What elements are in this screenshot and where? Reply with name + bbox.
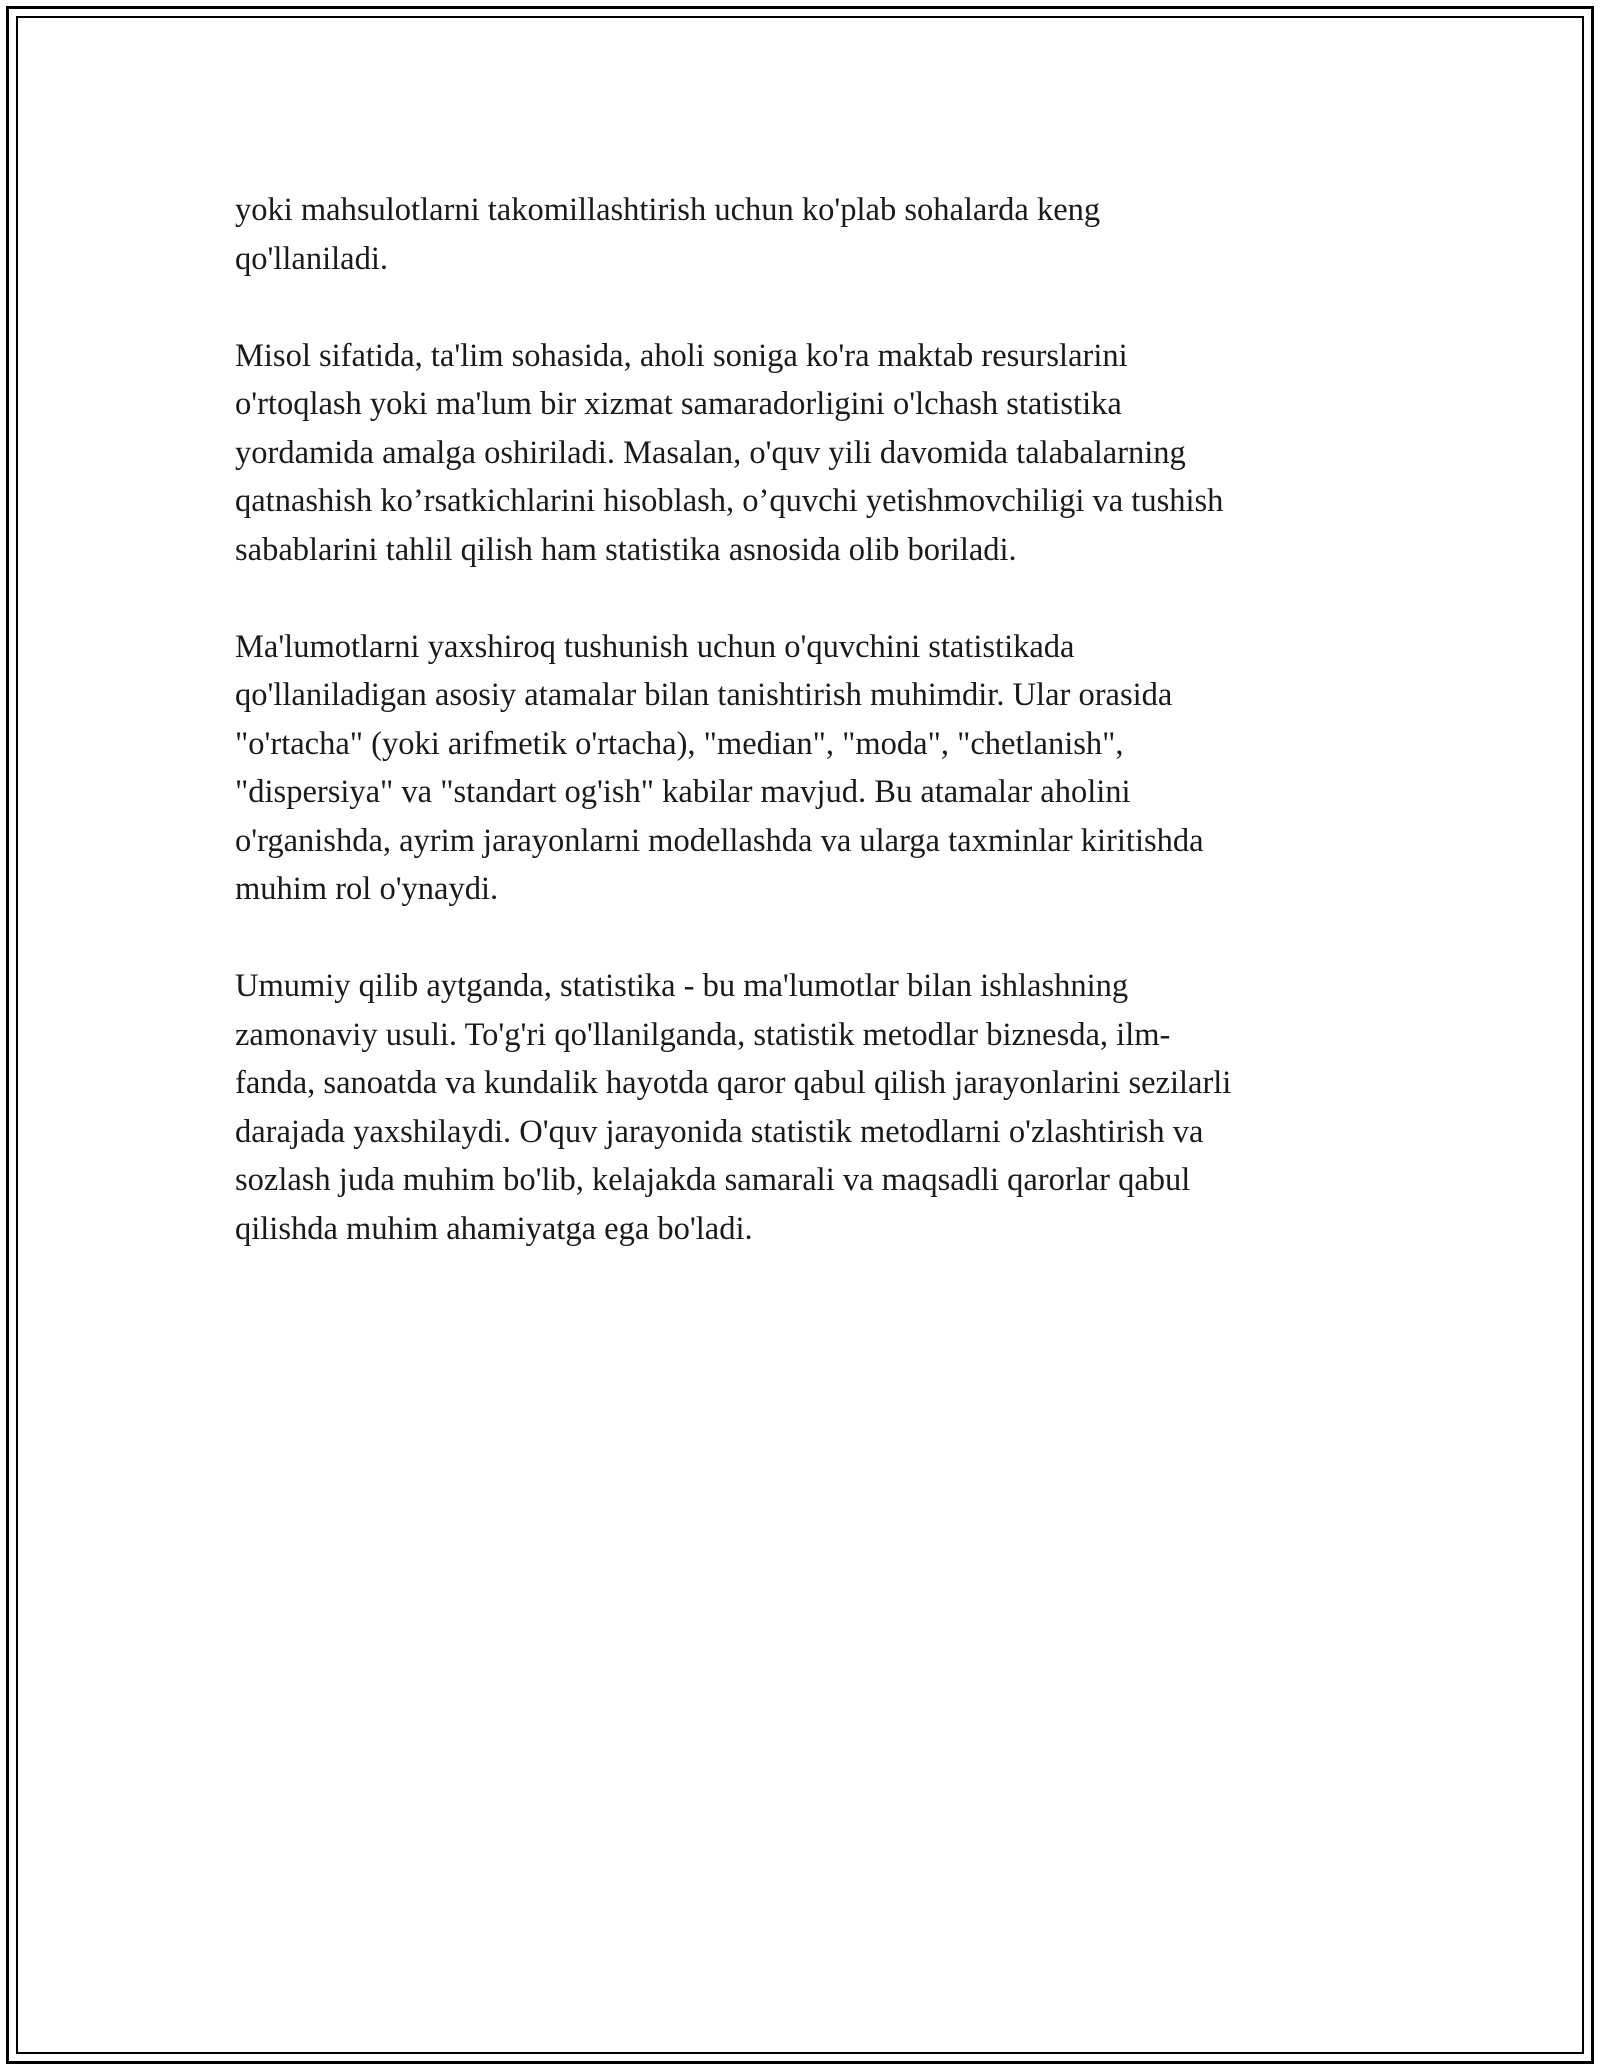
paragraph-2: Misol sifatida, ta'lim sohasida, aholi soniga ko'ra maktab resurslarini o'rtoqlash yoki ma'lum bir xizmat samaradorligini o'lchash statistika yordamida amalga oshiriladi. Masalan, o'quv yili davomida talabalarning qatnashish ko’rsatkichlarini hisoblash, o’quvchi yetishmovchiligi va tushish sabablarini tahlil qilish ham statistika asnosida olib boriladi. bbox=[235, 337, 1224, 568]
paragraph-1: yoki mahsulotlarni takomillashtirish uchun ko'plab sohalarda keng qo'llaniladi. bbox=[235, 192, 1101, 277]
paragraph-4: Umumiy qilib aytganda, statistika - bu ma'lumotlar bilan ishlashning zamonaviy usuli. To'g'ri qo'llanilganda, statistik metodlar biznesda, ilm- fanda, sanoatda va kundalik hayotda qaror qabul qilish jarayonlarini sezilarli darajada yaxshilaydi. O'quv jarayonida statistik metodlarni o'zlashtirish va sozlash juda muhim bo'lib, kelajakda samarali va maqsadli qarorlar qabul qilishda muhim ahamiyatga ega bo'ladi. bbox=[235, 968, 1232, 1247]
document-body bbox=[235, 186, 1365, 1302]
paragraph-3: Ma'lumotlarni yaxshiroq tushunish uchun o'quvchini statistikada qo'llaniladigan asosiy atamalar bilan tanishtirish muhimdir. Ular orasida "o'rtacha" (yoki arifmetik o'rtacha), "median", "moda", "chetlanish", "dispersiya" va "standart og'ish" kabilar mavjud. Bu atamalar aholini o'rganishda, ayrim jarayonlarni modellashda va ularga taxminlar kiritishda muhim rol o'ynaydi. bbox=[235, 628, 1204, 907]
